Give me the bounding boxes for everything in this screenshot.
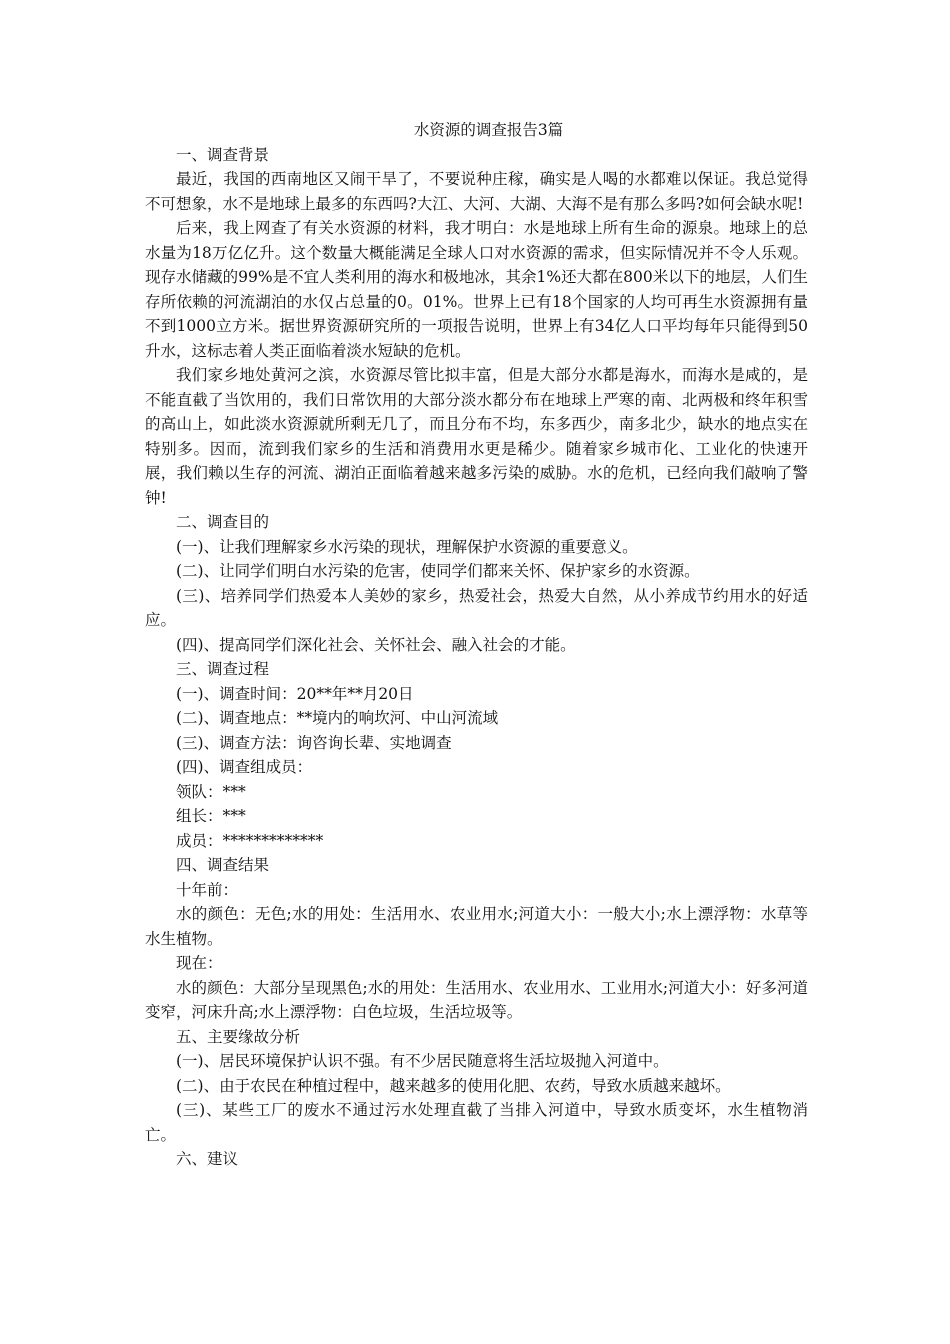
member-line: 成员：************* bbox=[176, 831, 324, 850]
list-item: (一)、调查时间：20**年**月20日 bbox=[176, 684, 414, 703]
section-heading: 四、调查结果 bbox=[176, 856, 270, 874]
list-item: (一)、让我们理解家乡水污染的现状，理解保护水资源的重要意义。 bbox=[176, 537, 638, 556]
section-heading: 一、调查背景 bbox=[176, 145, 270, 164]
paragraph: 水的颜色：大部分呈现黑色;水的用处：生活用水、农业用水、工业用水;河道大小：好多河道变窄，河床升高;水上漂浮物：白色垃圾，生活垃圾等。 bbox=[145, 978, 808, 1021]
paragraph: 我们家乡地处黄河之滨，水资源尽管比拟丰富，但是大部分水都是海水，而海水是咸的，是不能直截了当饮用的，我们日常饮用的大部分淡水都分布在地球上严寒的南、北两极和终年积雪的高山上，如此淡水资源就所剩无几了，而且分布不均，东多西少，南多北少，缺水的地点实在特别多。因而，流到我们家乡的生活和消费用水更是稀少。随着家乡城市化、工业化的快速开展，我们赖以生存的河流、湖泊正面临着越来越多污染的威胁。水的危机，已经向我们敲响了警钟! bbox=[145, 366, 808, 507]
paragraph: 后来，我上网查了有关水资源的材料，我才明白：水是地球上所有生命的源泉。地球上的总水量为18万亿亿升。这个数量大概能满足全球人口对水资源的需求，但实际情况并不令人乐观。现存水储藏的99%是不宜人类利用的海水和极地冰，其余1%还大都在800米以下的地层，人们生存所依赖的河流湖泊的水仅占总量的0。01%。世界上已有18个国家的人均可再生水资源拥有量不到1000立方米。据世界资源研究所的一项报告说明，世界上有34亿人口平均每年只能得到50升水，这标志着人类正面临着淡水短缺的危机。 bbox=[145, 219, 808, 360]
list-item: (三)、培养同学们热爱本人美妙的家乡，热爱社会，热爱大自然，从小养成节约用水的好适应。 bbox=[145, 586, 808, 629]
paragraph: 最近，我国的西南地区又闹干旱了，不要说种庄稼，确实是人喝的水都难以保证。我总觉得不可想象，水不是地球上最多的东西吗?大江、大河、大湖、大海不是有那么多吗?如何会缺水呢! bbox=[145, 170, 808, 213]
document-page bbox=[145, 118, 808, 1172]
list-item: (三)、某些工厂的废水不通过污水处理直截了当排入河道中，导致水质变坏，水生植物消亡。 bbox=[145, 1101, 808, 1144]
member-line: 组长：*** bbox=[176, 807, 246, 825]
section-heading: 二、调查目的 bbox=[176, 513, 270, 531]
section-heading: 三、调查过程 bbox=[176, 660, 270, 678]
list-item: (一)、居民环境保护认识不强。有不少居民随意将生活垃圾抛入河道中。 bbox=[176, 1052, 669, 1070]
list-item: (二)、调查地点：**境内的响坎河、中山河流域 bbox=[176, 709, 499, 727]
list-item: (四)、提高同学们深化社会、关怀社会、融入社会的才能。 bbox=[176, 635, 576, 654]
section-heading: 六、建议 bbox=[176, 1150, 239, 1168]
document-title: 水资源的调查报告3篇 bbox=[413, 121, 564, 139]
list-item: (三)、调查方法：询咨询长辈、实地调查 bbox=[176, 733, 452, 752]
list-item: (二)、由于农民在种植过程中，越来越多的使用化肥、农药，导致水质越来越坏。 bbox=[176, 1076, 731, 1095]
list-item: (二)、让同学们明白水污染的危害，使同学们都来关怀、保护家乡的水资源。 bbox=[176, 562, 700, 580]
paragraph: 水的颜色：无色;水的用处：生活用水、农业用水;河道大小：一般大小;水上漂浮物：水草等水生植物。 bbox=[145, 905, 808, 948]
paragraph: 十年前： bbox=[176, 880, 239, 899]
section-heading: 五、主要缘故分析 bbox=[176, 1027, 301, 1046]
member-line: 领队：*** bbox=[176, 782, 246, 801]
paragraph: 现在： bbox=[176, 954, 223, 972]
list-item: (四)、调查组成员： bbox=[176, 758, 313, 776]
